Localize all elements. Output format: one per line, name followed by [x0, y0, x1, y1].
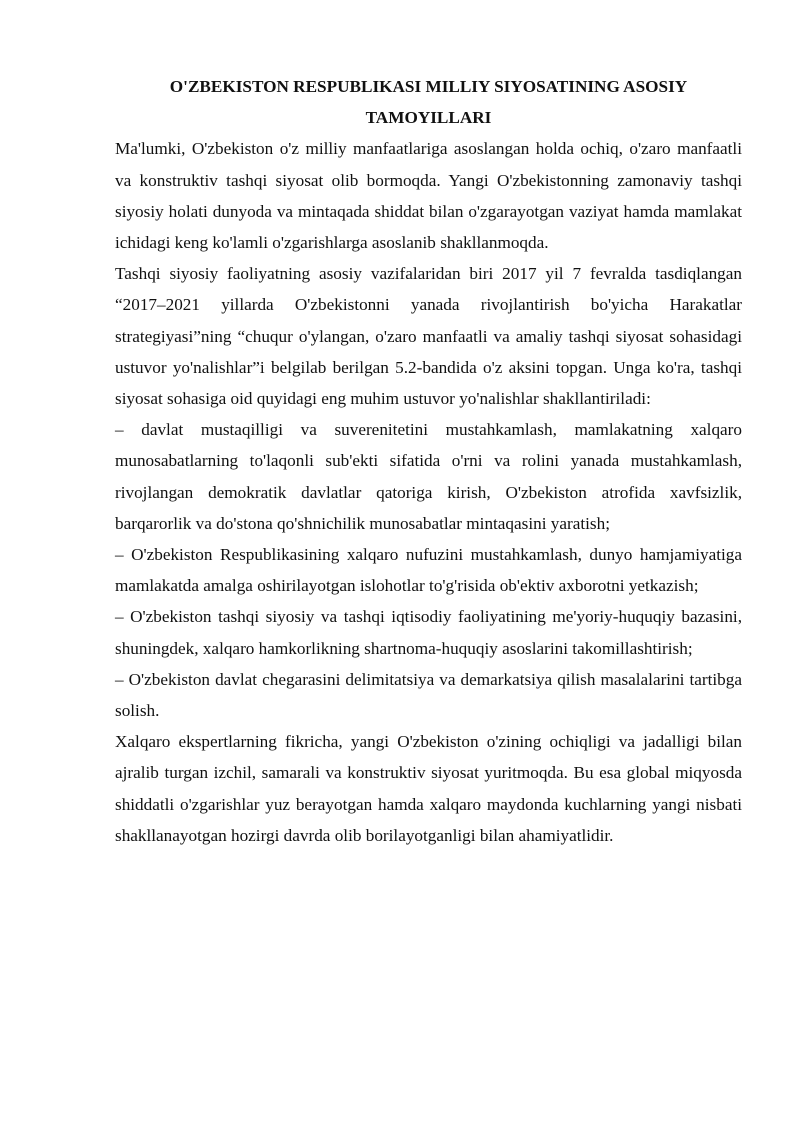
list-item-legal-base: – O'zbekiston tashqi siyosiy va tashqi iqtisodiy faoliyatining me'yoriy-huquqiy bazasini, shuningdek, xalqaro hamkorlikning shartnoma-huquqiy asoslarini takomillashtirish; [115, 607, 742, 658]
paragraph-experts-opinion: Xalqaro ekspertlarning fikricha, yangi O'zbekiston o'zining ochiqligi va jadalligi bilan ajralib turgan izchil, samarali va konstruktiv siyosat yuritmoqda. Bu esa global miqyosda shiddatli o'zgarishlar yuz berayotgan hamda xalqaro maydonda kuchlarning yangi nisbati shakllanayotgan hozirgi davrda olib borilayotganligi bilan ahamiyatlidir. [115, 732, 742, 845]
document-page [115, 71, 742, 851]
paragraph-intro: Ma'lumki, O'zbekiston o'z milliy manfaatlariga asoslangan holda ochiq, o'zaro manfaatli va konstruktiv tashqi siyosat olib bormoqda. Yangi O'zbekistonning zamonaviy tashqi siyosiy holati dunyoda va mintaqada shiddat bilan o'zgarayotgan vaziyat hamda mamlakat ichidagi keng ko'lamli o'zgarishlarga asoslanib shakllanmoqda. [115, 139, 742, 253]
list-item-sovereignty: – davlat mustaqilligi va suverenitetini mustahkamlash, mamlakatning xalqaro munosabatlarning to'laqonli sub'ekti sifatida o'rni va rolini yanada mustahkamlash, rivojlangan demokratik davlatlar qatoriga kirish, O'zbekiston atrofida xavfsizlik, barqarorlik va do'stona qo'shnichilik munosabatlar mintaqasini yaratish; [115, 420, 742, 533]
document-title: O'ZBEKISTON RESPUBLIKASI MILLIY SIYOSATINING ASOSIY TAMOYILLARI [169, 77, 688, 128]
list-item-international-prestige: – O'zbekiston Respublikasining xalqaro nufuzini mustahkamlash, dunyo hamjamiyatiga mamlakatda amalga oshirilayotgan islohotlar to'g'risida ob'ektiv axborotni yetkazish; [115, 545, 742, 596]
list-item-border-delimitation: – O'zbekiston davlat chegarasini delimitatsiya va demarkatsiya qilish masalalarini tartibga solish. [115, 669, 742, 721]
paragraph-strategy: Tashqi siyosiy faoliyatning asosiy vazifalaridan biri 2017 yil 7 fevralda tasdiqlangan “2017–2021 yillarda O'zbekistonni yanada rivojlantirish bo'yicha Harakatlar strategiyasi”ning “chuqur o'ylangan, o'zaro manfaatli va amaliy tashqi siyosat sohasidagi ustuvor yo'nalishlar”i belgilab berilgan 5.2-bandida o'z aksini topgan. Unga ko'ra, tashqi siyosat sohasiga oid quyidagi eng muhim ustuvor yo'nalishlar shakllantiriladi: [115, 264, 742, 409]
